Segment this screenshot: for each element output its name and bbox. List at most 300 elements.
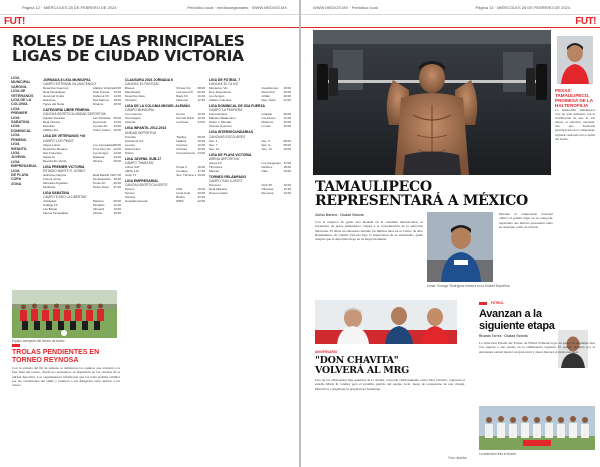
avanzan-team-image bbox=[479, 406, 595, 450]
match-time: 12:00 bbox=[197, 146, 205, 151]
league-index-item: COPA bbox=[11, 177, 22, 182]
home-team: Dep. Esperanza bbox=[209, 90, 231, 95]
match-time: 12:00 bbox=[113, 150, 121, 155]
home-team: Vicente Guerrero bbox=[209, 124, 232, 129]
home-team: Pumitas bbox=[125, 134, 136, 139]
fixture-column-b bbox=[125, 78, 205, 205]
league-index-item: LIGA bbox=[11, 142, 20, 147]
chavita-title-line-1: "DON CHAVITA" bbox=[315, 355, 399, 366]
chavita-credit: Foto: Archivo bbox=[448, 456, 467, 460]
away-team: Tamatán bbox=[92, 203, 105, 208]
away-team: Pedro Sosa bbox=[92, 184, 109, 189]
match-time: 17:00 bbox=[113, 172, 121, 177]
main-story-title bbox=[315, 180, 553, 208]
fixture-block-venue: ESTADIO MARTE R. GÓMEZ bbox=[43, 168, 86, 173]
away-team: Azteca bbox=[92, 211, 103, 216]
home-team: Sec. 1 bbox=[209, 138, 218, 143]
league-index-column bbox=[11, 76, 41, 186]
away-team: Cuauhtémoc bbox=[261, 86, 279, 91]
fixture-row bbox=[125, 151, 205, 155]
match-time: 10:00 bbox=[197, 112, 205, 117]
away-team: Chivitas bbox=[176, 146, 187, 151]
home-team: Sec. 7 bbox=[209, 142, 218, 147]
fixture-block-title: TORNEO RELÁMPAGO bbox=[209, 174, 247, 179]
home-team: Nuevo Laredo bbox=[209, 191, 228, 196]
avanzan-title bbox=[479, 309, 595, 332]
home-team: Viejos Lobos bbox=[43, 142, 61, 147]
match-time: 10:00 bbox=[283, 183, 291, 188]
home-team: Juventud Unida bbox=[43, 94, 64, 99]
fixture-block bbox=[125, 78, 205, 102]
fixture-block bbox=[43, 108, 121, 132]
fixture-block-venue: CANCHA 'EL OLIVO' bbox=[209, 82, 239, 87]
fixture-row bbox=[43, 102, 121, 106]
home-team: Manchester bbox=[125, 90, 141, 95]
home-team: Telmex bbox=[125, 191, 135, 196]
avanzan-accent bbox=[479, 302, 487, 305]
match-time: 20:00 bbox=[283, 94, 291, 99]
fixture-row bbox=[43, 211, 121, 215]
fixture-block-venue: CANCHAS ESCOLARES bbox=[209, 134, 245, 139]
fixture-row bbox=[43, 185, 121, 189]
league-index-item: LIGA bbox=[11, 133, 20, 138]
home-team: Leones bbox=[125, 142, 135, 147]
fixture-block-title: LIGA SABATINA bbox=[43, 190, 70, 195]
avanzan-body: La Selección Estatal del Torneo de Fútbol Femenil logró su pase a la siguiente fase tras superar a sus rivales en la eliminatoria regional. El equipo dirigido por el entrenador estatal mostró un gran nivel y ahora buscará el título nacional. bbox=[479, 341, 595, 354]
match-time: 13:00 bbox=[283, 120, 291, 125]
league-index-item: FEMENIL bbox=[11, 137, 27, 142]
away-team: Aztlán bbox=[261, 94, 270, 99]
match-time: 08:00 bbox=[113, 142, 121, 147]
away-team: Las Flores bbox=[261, 116, 276, 121]
away-team: Club 25 bbox=[261, 183, 272, 188]
away-team: Los Compadres bbox=[92, 142, 115, 147]
away-team: Normal Rural bbox=[176, 116, 194, 121]
away-team: Las Panteras bbox=[92, 116, 111, 121]
away-team: Delfines bbox=[261, 164, 273, 169]
story-accent bbox=[12, 344, 20, 347]
fixture-block bbox=[209, 104, 291, 128]
fixture-block-venue: CAMPO 'LOS PINOS' bbox=[43, 138, 74, 143]
away-team: San Marcos bbox=[92, 98, 109, 103]
away-team: Cañeros FC bbox=[92, 94, 110, 99]
fixture-block-venue: UNIDAD DEPORTIVA bbox=[125, 130, 157, 135]
fixture-row bbox=[125, 98, 205, 102]
league-index-item: VARONIL bbox=[11, 84, 27, 89]
main-title-line-1: TAMAULIPECO bbox=[315, 179, 432, 195]
fixture-block bbox=[209, 153, 291, 173]
match-time: 10:00 bbox=[113, 146, 121, 151]
home-team: Arena FC bbox=[209, 160, 222, 165]
away-team: Zorros bbox=[176, 112, 185, 117]
home-team: Mareas bbox=[209, 168, 220, 173]
match-time: 13:00 bbox=[283, 191, 291, 196]
away-team: Sec. Técnica 1 bbox=[176, 172, 197, 177]
away-team: La Presa bbox=[176, 120, 189, 125]
away-team: Nacional bbox=[176, 98, 188, 103]
match-time: 16:00 bbox=[113, 158, 121, 163]
fixture-block-title: LIGA DE FÚTBOL 7 bbox=[209, 78, 241, 82]
league-index-item: LIGA bbox=[11, 159, 20, 164]
match-time: 12:00 bbox=[113, 90, 121, 95]
avanzan-title-line-1: Avanzan a la bbox=[479, 308, 542, 320]
fixture-row bbox=[209, 191, 291, 195]
side-portrait-image bbox=[557, 36, 593, 84]
home-team: Deportivo Morelos bbox=[43, 146, 68, 151]
fixture-block-venue: CAMPO 'ESTEBAN VILLAVICENCIO' bbox=[43, 82, 97, 87]
league-index-item: INFANTIL bbox=[11, 146, 28, 151]
home-team: Mariano Matamoros bbox=[209, 116, 236, 121]
match-time: 14:00 bbox=[113, 154, 121, 159]
side-headline: PESAS: TAMAULIPECO, PROMESA DE LA HALTEROFILIA bbox=[555, 88, 593, 108]
league-index-item: LIGA bbox=[11, 124, 20, 129]
page-headline bbox=[12, 34, 245, 64]
left-folio-date: Página 12 · MIÉRCOLES 28 DE FEBRERO DE 2024 bbox=[22, 5, 117, 10]
fixture-block-venue: CANCHA SINTÉTICA NORTE bbox=[125, 183, 168, 188]
side-story-body: La halterofilia tamaulipeca vive un gran momento con la clasificación de uno de sus atletas al selectivo nacional, tras una destacada participación en el campeonato regional celebrado en la capital del estado. bbox=[555, 108, 595, 141]
home-team: Estrellas bbox=[43, 124, 55, 129]
match-time: 20:00 bbox=[113, 180, 121, 185]
league-index-item: DE PLAYA bbox=[11, 172, 29, 177]
match-time: 11:00 bbox=[283, 116, 291, 121]
match-time: 18:00 bbox=[283, 86, 291, 91]
home-team: Revolución Verde bbox=[43, 158, 67, 163]
home-team: Vamos Tamaulipas bbox=[43, 211, 69, 216]
fixture-block bbox=[209, 78, 291, 102]
match-time: 10:00 bbox=[113, 86, 121, 91]
home-team: Hospital General bbox=[125, 199, 148, 204]
league-index-item: SABATINA bbox=[11, 120, 30, 125]
away-team: Gallitos bbox=[176, 138, 187, 143]
fixture-block-venue: CANCHA SINTÉTICA UNIDAD DEPORTIVA bbox=[43, 112, 106, 117]
right-page bbox=[301, 0, 600, 467]
main-story-body: Con el objetivo de ganar una medalla en el certamen internacional, el levantador de pesas tamaulipeco viajará a la concentración de la selección mexicana. El atleta ha entrenado durante los últimos años en el Centro de Alto Rendimiento de Ciudad Victoria bajo la supervisión de su entrenador, quien asegura que el deportista llega en su mejor momento. bbox=[315, 220, 423, 242]
match-time: 15:00 bbox=[283, 124, 291, 129]
fixture-block-title: LIGA DE VETERANOS +40 bbox=[43, 134, 86, 139]
home-team: Santa Fe bbox=[43, 154, 56, 159]
away-team: Atlético Victoria bbox=[92, 86, 114, 91]
league-index-item: ZONA bbox=[11, 181, 22, 186]
match-time: 16:00 bbox=[113, 98, 121, 103]
home-team: Halcones bbox=[43, 98, 56, 103]
league-index-item: EMPRESARIAL bbox=[11, 164, 38, 169]
home-team: Olímpico bbox=[125, 98, 137, 103]
don-chavita-image bbox=[315, 300, 457, 344]
fixture-block bbox=[43, 134, 121, 162]
fixture-block-title: LIGA DOMINICAL DE 2DA FUERZA bbox=[209, 104, 266, 109]
fixture-block-venue: CAMPO 'EJIDO LA LIBERTAD' bbox=[43, 195, 87, 200]
home-team: CBTis 119 bbox=[125, 168, 139, 173]
fixture-row bbox=[209, 169, 291, 173]
away-team: Lomas bbox=[261, 124, 271, 129]
away-team: Reynosa bbox=[261, 191, 274, 196]
main-story-byline: Carlos Moreno · Ciudad Victoria bbox=[315, 213, 364, 217]
avanzan-caption: La selección tras el triunfo. bbox=[479, 452, 517, 456]
match-time: 19:00 bbox=[283, 90, 291, 95]
match-time: 09:00 bbox=[283, 112, 291, 117]
away-team: Obrera bbox=[92, 158, 103, 163]
away-team: Sec. 14 bbox=[261, 146, 272, 151]
away-team: Tampiqueños bbox=[92, 176, 111, 181]
story-body: Con la jornada del fin de semana se definieron los equipos que avanzan a la fase final del torneo, donde los encuentros se disputarán en las canchas de la unidad deportiva. Los organizadores informaron que los roles podrían cambiar por las condiciones del clima y pidieron a los delegados estar atentos a los avisos. bbox=[12, 366, 120, 388]
fixture-block-title: CATEGORÍA LIBRE FEMENIL bbox=[43, 108, 90, 113]
away-team: Bimbo bbox=[176, 195, 185, 200]
home-team: Mercado Argüelles bbox=[43, 180, 68, 185]
match-time: 10:00 bbox=[283, 146, 291, 151]
match-time: 09:00 bbox=[113, 116, 121, 121]
away-team: IMSS bbox=[176, 199, 184, 204]
home-team: Real Altamira bbox=[209, 187, 227, 192]
home-team: Bravos bbox=[125, 86, 135, 91]
fixture-block-venue: CAMPO 'TAMATÁN' bbox=[125, 160, 154, 165]
match-time: 13:00 bbox=[113, 124, 121, 129]
team-photo-caption: Equipo campeón del torneo de barrio. bbox=[12, 339, 66, 343]
league-index-item: LIGA DE bbox=[11, 89, 26, 94]
match-time: 14:00 bbox=[113, 94, 121, 99]
home-team: Las Brisas bbox=[43, 207, 58, 212]
home-team: Tecnológico bbox=[125, 116, 141, 121]
match-time: 08:00 bbox=[283, 138, 291, 143]
match-time: 11:00 bbox=[197, 142, 205, 147]
headline-line-1: ROLES DE LAS PRINCIPALES bbox=[12, 32, 245, 50]
away-team: Prepa 3 bbox=[176, 164, 187, 169]
away-team: Galeana bbox=[92, 154, 105, 159]
away-team: Moderno bbox=[261, 120, 274, 125]
left-folio-site: Periódico local · mediosregionales · WWW.MEDIOS.MX bbox=[187, 5, 287, 10]
home-team: Aztecas bbox=[125, 120, 136, 125]
athlete-inset-photo bbox=[427, 212, 493, 282]
away-team: Tigrillos bbox=[176, 134, 187, 139]
fixture-row bbox=[125, 199, 205, 203]
fixture-row bbox=[209, 98, 291, 102]
fixture-block bbox=[125, 157, 205, 177]
fixture-block-title: LIGA INTERSECUNDARIAS bbox=[209, 130, 253, 135]
away-team: Chivas Vic. bbox=[176, 86, 192, 91]
away-team: CFE bbox=[176, 187, 183, 192]
home-team: Potros bbox=[125, 150, 134, 155]
match-time: 20:00 bbox=[197, 191, 205, 196]
chavita-kicker: ANIVERSARIO bbox=[315, 350, 338, 354]
league-index-item: MUNICIPAL bbox=[11, 80, 31, 85]
match-time: 09:30 bbox=[197, 90, 205, 95]
match-time: 21:30 bbox=[113, 184, 121, 189]
away-team: Sec. 9 bbox=[261, 142, 271, 147]
home-team: Deportivo Guerrero bbox=[43, 86, 69, 91]
match-time: 18:30 bbox=[113, 176, 121, 181]
chavita-title bbox=[315, 356, 457, 375]
away-team: Granjas bbox=[261, 112, 273, 117]
team-photo-image bbox=[12, 290, 117, 338]
match-time: 12:30 bbox=[197, 98, 205, 103]
fixture-row bbox=[43, 128, 121, 132]
avanzan-title-line-2: siguiente etapa bbox=[479, 319, 555, 332]
right-header-rule bbox=[301, 27, 600, 28]
home-team: Atlético Sur bbox=[43, 128, 59, 133]
fixture-block-title: LIGA DE LA COLONIA MIGUEL ALEMÁN bbox=[125, 104, 190, 109]
home-team: Tiburones bbox=[209, 164, 223, 169]
match-time: 16:00 bbox=[197, 164, 205, 169]
match-time: 21:00 bbox=[197, 195, 205, 200]
match-time: 15:00 bbox=[113, 128, 121, 133]
weightlifter-image bbox=[313, 30, 551, 175]
main-story-body-2: Durante el campeonato nacional obtuvo el primer lugar en su categoría, superando sus marcas personales tanto en arranque como en envión. bbox=[499, 212, 553, 229]
away-team: Los Amigos bbox=[92, 150, 109, 155]
away-team: Sec. 5 bbox=[261, 138, 271, 143]
match-time: 11:00 bbox=[197, 94, 205, 99]
away-team: Liverpool FC bbox=[176, 90, 194, 95]
avanzan-team-photo bbox=[479, 406, 595, 450]
main-title-line-2: REPRESENTARÁ A MÉXICO bbox=[315, 193, 528, 209]
match-time: 18:00 bbox=[113, 102, 121, 107]
match-time: 19:00 bbox=[197, 187, 205, 192]
match-time: 09:00 bbox=[197, 134, 205, 139]
home-team: Fuerza Joven bbox=[43, 176, 62, 181]
fixture-block-venue: CAMPO MUNICIPAL bbox=[125, 108, 155, 113]
match-time: 21:00 bbox=[283, 98, 291, 103]
fixture-row bbox=[209, 147, 291, 151]
home-team: Sindicato bbox=[43, 184, 56, 189]
headline-line-2: LIGAS DE CIUDAD VICTORIA bbox=[12, 47, 244, 65]
league-index-item: LIGA bbox=[11, 106, 20, 111]
home-team: Academia Vic. bbox=[125, 138, 145, 143]
home-team: Tigres del Norte bbox=[43, 102, 65, 107]
fixture-column-a bbox=[43, 78, 121, 217]
home-team: Pioneros bbox=[209, 183, 221, 188]
home-team: Águilas Doradas bbox=[43, 116, 66, 121]
away-team: Coyotes bbox=[176, 142, 188, 147]
left-header-rule bbox=[0, 27, 299, 28]
home-team: Lobos UAT bbox=[125, 164, 140, 169]
away-team: Mainero bbox=[92, 199, 104, 204]
match-time: 22:00 bbox=[197, 199, 205, 204]
fixture-row bbox=[209, 124, 291, 128]
league-index-item: LIGA bbox=[11, 76, 20, 80]
away-team: Olas bbox=[261, 168, 268, 173]
fixture-block-venue: CAMPO 'LA PEDRERA' bbox=[209, 108, 243, 113]
fixture-block bbox=[125, 126, 205, 154]
away-team: Los Cangrejos bbox=[261, 160, 281, 165]
match-time: 17:30 bbox=[197, 168, 205, 173]
league-index-item: COLONIA bbox=[11, 102, 28, 107]
match-time: 13:00 bbox=[113, 207, 121, 212]
avanzan-byline: Ricardo Torres · Ciudad Victoria bbox=[479, 334, 528, 338]
away-team: Guerreras bbox=[92, 120, 107, 125]
match-time: 08:00 bbox=[197, 86, 205, 91]
league-index-item: LIGA bbox=[11, 115, 20, 120]
match-time: 09:00 bbox=[113, 199, 121, 204]
away-team: Dep. Norte bbox=[261, 98, 277, 103]
away-team: Dinamo bbox=[92, 102, 104, 107]
fixture-block bbox=[43, 191, 121, 215]
league-index-item: LIGA DE LA bbox=[11, 98, 32, 103]
away-team: Infonavit bbox=[92, 207, 105, 212]
match-time: 13:00 bbox=[197, 150, 205, 155]
match-time: 15:00 bbox=[113, 211, 121, 216]
home-team: Arboledas bbox=[43, 199, 57, 204]
match-time: 17:00 bbox=[283, 160, 291, 165]
fixture-block-venue: ARENA DEPORTIVA bbox=[209, 156, 239, 161]
away-team: Conalep bbox=[176, 168, 188, 173]
home-team: San Francisco bbox=[43, 150, 63, 155]
home-team: Hidalgo FC bbox=[43, 203, 59, 208]
home-team: Pemex bbox=[125, 187, 135, 192]
match-time: 09:00 bbox=[283, 142, 291, 147]
fixture-block-title: LIGA EMPRESARIAL bbox=[125, 178, 159, 183]
fixture-row bbox=[125, 173, 205, 177]
athlete-inset-image bbox=[427, 212, 493, 282]
home-team: Halconcitos bbox=[125, 146, 141, 151]
fixture-block-title: CLAUSURA 2024 JORNADA 6 bbox=[125, 78, 173, 82]
match-time: 12:00 bbox=[197, 116, 205, 121]
league-index-item: JUVENIL bbox=[11, 155, 27, 160]
home-team: Soriana bbox=[125, 195, 136, 200]
away-team: Cruz Azul Vic. bbox=[92, 146, 112, 151]
fixture-block bbox=[125, 104, 205, 124]
right-folio-date: Página 13 · MIÉRCOLES 28 DE FEBRERO DE 2024 bbox=[475, 5, 570, 10]
side-portrait bbox=[557, 36, 593, 84]
right-brand-logo: FUT! bbox=[575, 16, 596, 27]
left-page bbox=[0, 0, 299, 467]
fixture-block bbox=[209, 175, 291, 195]
fixture-block bbox=[43, 165, 121, 189]
chavita-body: Uno de los aficionados más queridos de la ciudad, conocido cariñosamente como 'Don Chavita', regresará al estadio Marte R. Gómez para el próximo partido del equipo local, luego de recuperarse de una cirugía. Directivos y jugadores le preparan un homenaje. bbox=[315, 378, 465, 391]
fixture-column-c bbox=[209, 78, 291, 197]
weightlifter-photo bbox=[313, 30, 551, 175]
home-team: Pedro J. Méndez bbox=[209, 120, 232, 125]
match-time: 14:00 bbox=[197, 120, 205, 125]
home-team: Real Victoria bbox=[43, 120, 60, 125]
away-team: Texas FC bbox=[92, 180, 106, 185]
match-time: 11:30 bbox=[283, 187, 291, 192]
away-team: Leonas FC bbox=[92, 124, 108, 129]
right-folio bbox=[301, 0, 600, 15]
away-team: Correcaminos bbox=[176, 150, 195, 155]
away-team: Raya FC bbox=[176, 94, 189, 99]
story-headline: TROLAS PENDIENTES EN TORNEO REYNOSA bbox=[12, 349, 100, 364]
fixture-row bbox=[43, 159, 121, 163]
fixture-block-title: LIGA DE PLAYA VICTORIA bbox=[209, 152, 252, 157]
away-team: Real Madrid Vic. bbox=[92, 172, 115, 177]
fixture-block-title: LIGA INFANTIL 2012-2013 bbox=[125, 126, 167, 131]
fixture-block-venue: CAMPO 'SAN LUISITO' bbox=[209, 179, 243, 184]
match-time: 11:00 bbox=[113, 120, 121, 125]
home-team: Real Tamaulipas bbox=[43, 90, 66, 95]
home-team: Cetis 71 bbox=[125, 172, 137, 177]
home-team: Halcones Negros bbox=[43, 172, 67, 177]
league-index-item: VETERANOS bbox=[11, 93, 34, 98]
match-time: 19:00 bbox=[283, 168, 291, 173]
team-photo bbox=[12, 290, 117, 338]
left-brand-logo: FUT! bbox=[4, 16, 25, 27]
fixture-block-title: LIGA JUVENIL SUB-17 bbox=[125, 156, 162, 161]
chavita-title-line-2: VOLVERÁ AL MRG bbox=[315, 364, 409, 376]
home-team: Sec. 12 bbox=[209, 146, 220, 151]
away-team: Unión Juárez bbox=[92, 128, 111, 133]
home-team: Los Cuervos bbox=[125, 112, 142, 117]
league-index-item: LIGA bbox=[11, 168, 20, 173]
fixture-block bbox=[43, 78, 121, 106]
fixture-block bbox=[209, 130, 291, 150]
fixture-block-title: LIGA PREMIER VICTORIA bbox=[43, 164, 85, 169]
left-folio bbox=[0, 0, 299, 15]
match-time: 18:00 bbox=[283, 164, 291, 169]
fixture-block-title: JORNADA 8 LIGA MUNICIPAL bbox=[43, 78, 91, 82]
league-index-item: LIGA bbox=[11, 150, 20, 155]
home-team: Monterrey Vic. bbox=[209, 86, 229, 91]
home-team: Ferrocarrilera bbox=[209, 112, 228, 117]
fixture-row bbox=[125, 120, 205, 124]
away-team: Olmecas bbox=[261, 187, 274, 192]
